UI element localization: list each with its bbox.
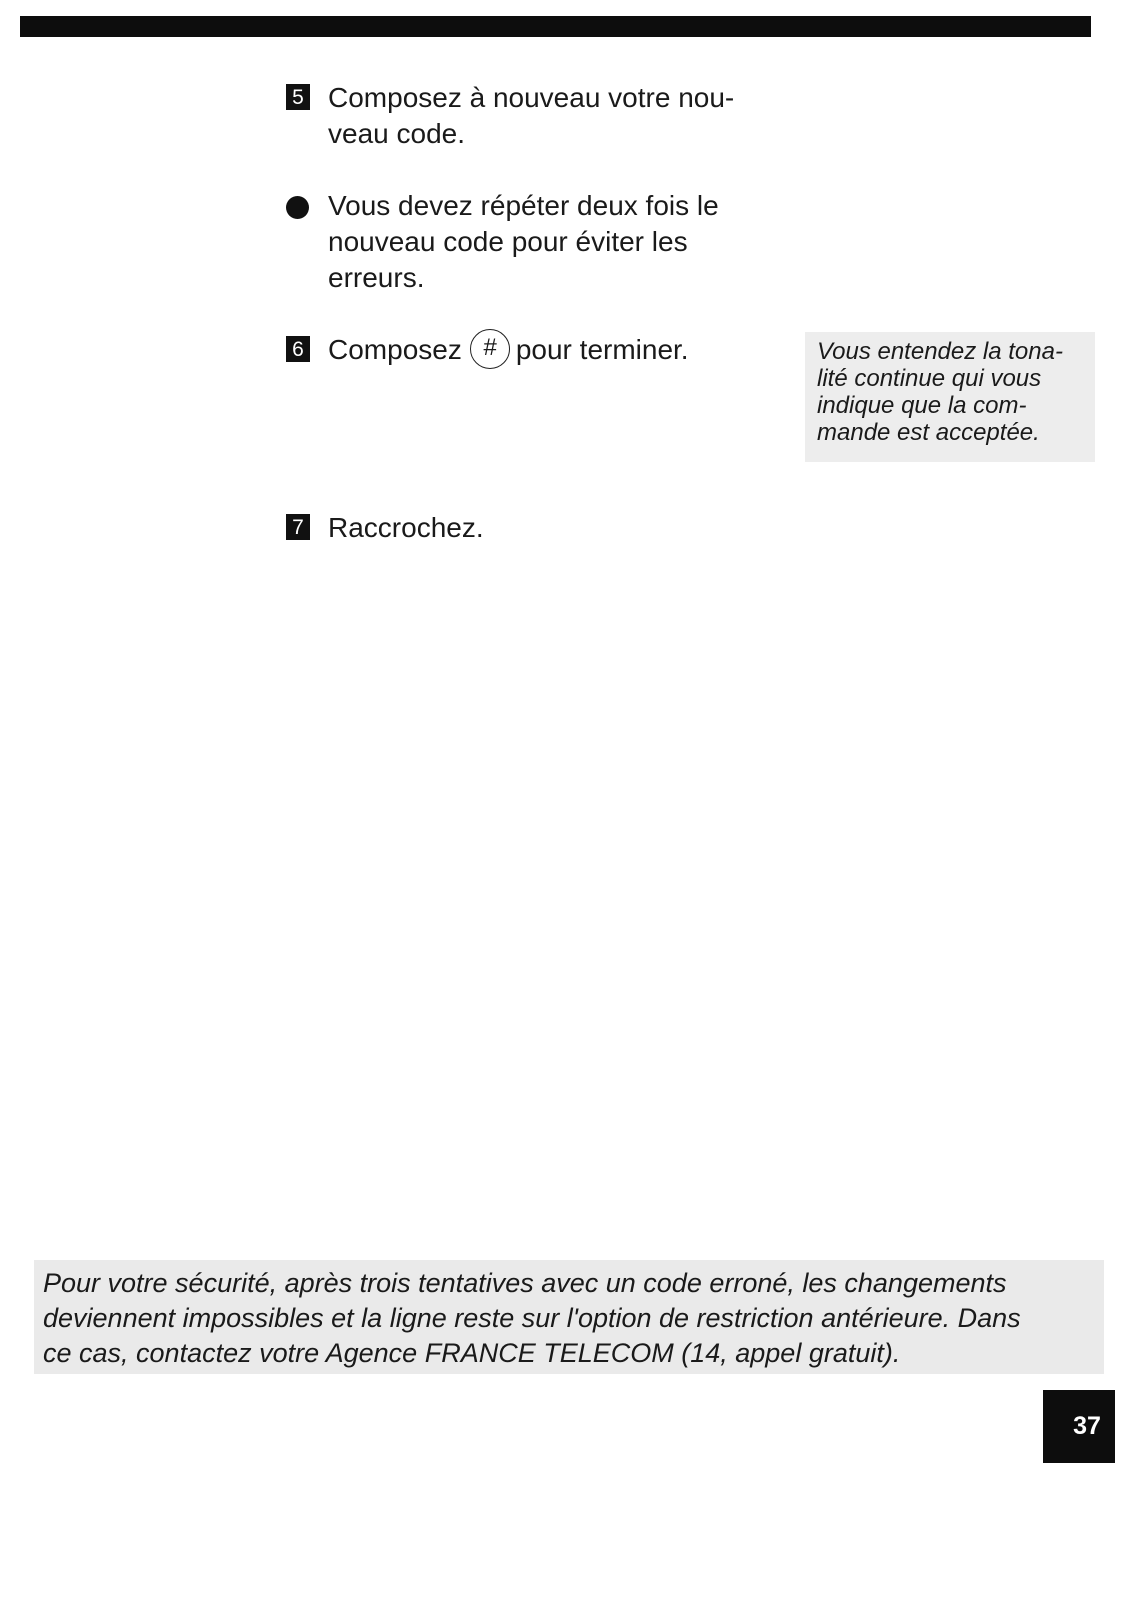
warning-line-3: ce cas, contactez votre Agence FRANCE TELECOM (14, appel gratuit). xyxy=(43,1338,901,1368)
step-6-text xyxy=(328,332,689,369)
warning-line-2: deviennent impossibles et la ligne reste sur l'option de restriction antérieure. Dans xyxy=(43,1303,1021,1333)
bullet-dot-icon xyxy=(286,196,309,219)
step-5-text xyxy=(328,80,734,152)
confirmation-note xyxy=(805,332,1095,462)
note-line-4: mande est acceptée. xyxy=(817,419,1040,446)
page-number: 37 xyxy=(1043,1390,1115,1463)
step-number-badge: 7 xyxy=(286,514,310,540)
bullet-note-line-1: Vous devez répéter deux fois le xyxy=(328,190,719,221)
header-bar xyxy=(20,16,1091,37)
bullet-note-line-3: erreurs. xyxy=(328,262,425,293)
step-6-before-text: Composez xyxy=(328,334,462,365)
step-number-badge: 5 xyxy=(286,84,310,110)
step-7-text: Raccrochez. xyxy=(328,512,484,543)
bullet-note-text xyxy=(328,188,719,296)
step-5-line-2: veau code. xyxy=(328,118,465,149)
step-5-line-1: Composez à nouveau votre nou- xyxy=(328,82,735,113)
note-line-2: lité continue qui vous xyxy=(817,365,1042,392)
step-number-badge: 6 xyxy=(286,336,310,362)
bullet-note-line-2: nouveau code pour éviter les xyxy=(328,226,688,257)
step-6-after-text: pour terminer. xyxy=(515,334,689,365)
warning-line-1: Pour votre sécurité, après trois tentatives avec un code erroné, les changements xyxy=(43,1268,1007,1298)
note-line-3: indique que la com- xyxy=(817,392,1027,419)
note-line-1: Vous entendez la tona- xyxy=(817,338,1063,365)
hash-key-icon: # xyxy=(470,329,510,369)
security-warning xyxy=(34,1260,1104,1374)
